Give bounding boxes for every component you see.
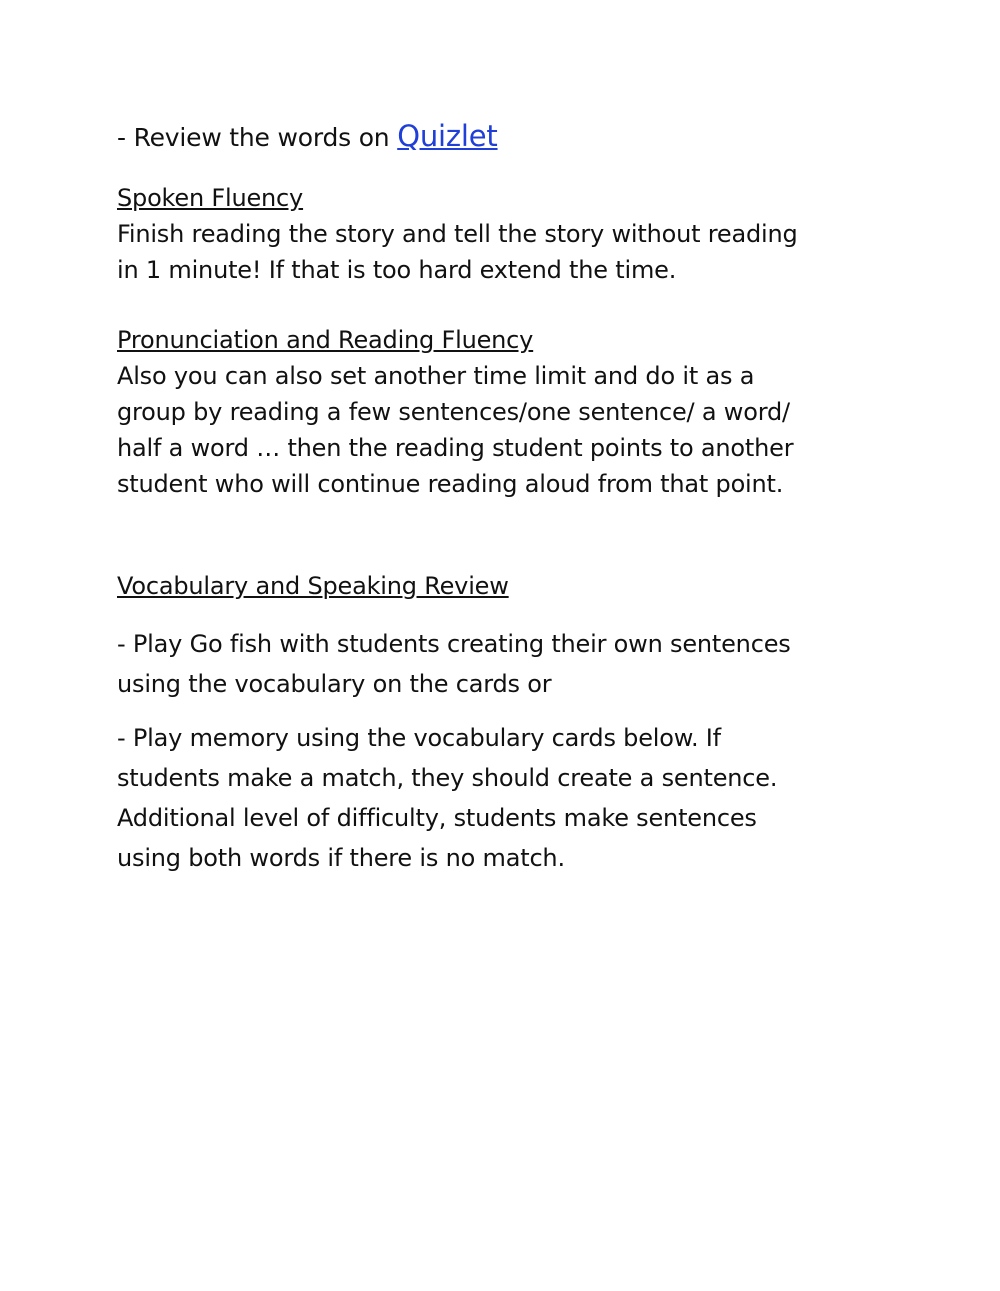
pronunciation-section — [117, 322, 877, 502]
review-instruction — [117, 116, 877, 158]
quizlet-link[interactable]: Quizlet — [397, 119, 498, 153]
go-fish-line: using the vocabulary on the cards or — [117, 670, 552, 698]
pronunciation-line: student who will continue reading aloud from that point. — [117, 470, 784, 498]
spoken-fluency-section — [117, 180, 877, 288]
spoken-fluency-line: Finish reading the story and tell the story without reading — [117, 220, 798, 248]
review-prefix: - Review the words on — [117, 123, 398, 152]
spoken-fluency-heading: Spoken Fluency — [117, 184, 304, 212]
pronunciation-heading: Pronunciation and Reading Fluency — [117, 326, 534, 354]
go-fish-activity — [117, 624, 877, 704]
spoken-fluency-line: in 1 minute! If that is too hard extend the time. — [117, 256, 677, 284]
vocabulary-section — [117, 568, 877, 878]
go-fish-line: - Play Go fish with students creating their own sentences — [117, 630, 791, 658]
pronunciation-line: group by reading a few sentences/one sentence/ a word/ — [117, 398, 790, 426]
pronunciation-line: Also you can also set another time limit and do it as a — [117, 362, 755, 390]
document-body — [117, 116, 877, 878]
memory-line: Additional level of difficulty, students make sentences — [117, 804, 757, 832]
memory-line: using both words if there is no match. — [117, 844, 565, 872]
memory-activity — [117, 718, 877, 878]
vocabulary-heading: Vocabulary and Speaking Review — [117, 572, 509, 600]
pronunciation-line: half a word … then the reading student points to another — [117, 434, 794, 462]
memory-line: - Play memory using the vocabulary cards below. If — [117, 724, 721, 752]
memory-line: students make a match, they should create a sentence. — [117, 764, 778, 792]
